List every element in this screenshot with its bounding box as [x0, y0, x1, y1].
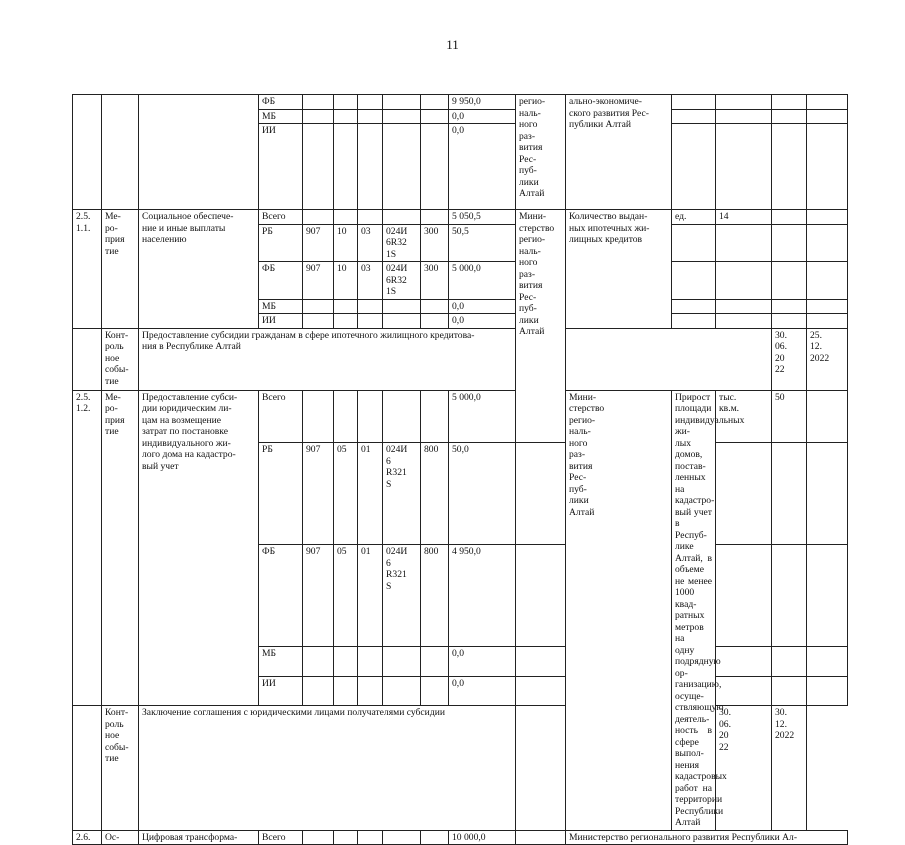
- source-cell: МБ: [259, 299, 303, 314]
- source-cell: ФБ: [259, 262, 303, 300]
- sum-cell: 0,0: [449, 647, 516, 677]
- source-cell: РБ: [259, 443, 303, 545]
- grbs-cell: 907: [303, 224, 334, 262]
- sum-cell: 4 950,0: [449, 545, 516, 647]
- source-cell: Всего: [259, 210, 303, 225]
- table-row: [73, 328, 848, 390]
- source-cell: Всего: [259, 390, 303, 443]
- source-cell: РБ: [259, 224, 303, 262]
- date-cell: 30. 06. 20 22: [772, 328, 807, 390]
- csr-cell: 024И 6 R321 S: [383, 545, 421, 647]
- row-number: 2.6.: [73, 830, 102, 845]
- row-title: Цифровая трансформа-: [139, 830, 259, 845]
- source-cell: МБ: [259, 109, 303, 124]
- indicator-cell: ально-экономиче- ского развития Рес- публики Алтай: [566, 95, 672, 210]
- row-kind: Конт- роль ное собы- тие: [102, 706, 139, 830]
- table-row: [73, 210, 848, 225]
- sum-cell: 10 000,0: [449, 830, 516, 845]
- date-cell: 30. 12. 2022: [772, 706, 807, 830]
- row-kind: Ос-: [102, 830, 139, 845]
- table-row: [73, 706, 848, 830]
- pr-cell: 03: [358, 262, 383, 300]
- row-title: Предоставление субси- дии юридическим ли- цам на возмещение затрат по постановке индивидуального жи- лого дома на кадастро- вый учет: [139, 390, 259, 706]
- empty-cell: [516, 706, 672, 830]
- empty-cell: [73, 95, 102, 210]
- unit-cell: ед.: [672, 210, 716, 225]
- source-cell: ФБ: [259, 545, 303, 647]
- pr-cell: 03: [358, 224, 383, 262]
- row-number: 2.5. 1.2.: [73, 390, 102, 706]
- source-cell: МБ: [259, 647, 303, 677]
- vr-cell: 300: [421, 224, 449, 262]
- source-cell: Всего: [259, 830, 303, 845]
- date-cell: 30. 06. 20 22: [716, 706, 772, 830]
- rz-cell: 10: [334, 224, 358, 262]
- executor-line: Министерство регионального развития Республики Ал-: [566, 830, 848, 845]
- date-cell: 25. 12. 2022: [807, 328, 848, 390]
- sum-cell: 0,0: [449, 124, 516, 210]
- csr-cell: 024И 6 R321 S: [383, 443, 421, 545]
- indicator-cell: Прирост площади индивидуальных жи- лых домов, постав- ленных на кадастро- вый учет в Респуб- лике Алтай, в объеме не менее 1000 квад- ратных метров на одну подрядную ор- ганизацию, осуще- ствляющую деятель- ность в сфере выпол- нения кадастровых работ на территории Республики Алтай: [672, 390, 716, 830]
- sum-cell: 0,0: [449, 676, 516, 706]
- indicator-cell: Количество выдан- ных ипотечных жи- лищных кредитов: [566, 210, 672, 329]
- executor-cell: Мини- стерство регио- наль- ного раз- вития Рес- пуб- лики Алтай: [566, 390, 672, 830]
- sum-cell: 50,0: [449, 443, 516, 545]
- value-cell: 50: [772, 390, 807, 443]
- rz-cell: 05: [334, 545, 358, 647]
- vr-cell: 800: [421, 545, 449, 647]
- sum-cell: 5 000,0: [449, 390, 516, 443]
- grbs-cell: 907: [303, 545, 334, 647]
- rz-cell: 05: [334, 443, 358, 545]
- control-point-text: Заключение соглашения с юридическими лицами получателями субсидии: [139, 706, 516, 830]
- value-cell: 14: [716, 210, 772, 225]
- empty-cell: [73, 328, 102, 390]
- empty-cell: [102, 95, 139, 210]
- source-cell: ФБ: [259, 95, 303, 110]
- row-kind: Ме- ро- прия тие: [102, 210, 139, 329]
- row-number: 2.5. 1.1.: [73, 210, 102, 329]
- empty-cell: [566, 328, 772, 390]
- sum-cell: 5 000,0: [449, 262, 516, 300]
- page-number: 11: [446, 37, 459, 52]
- grbs-cell: 907: [303, 443, 334, 545]
- unit-cell: тыс. кв.м.: [716, 390, 772, 443]
- sum-cell: 50,5: [449, 224, 516, 262]
- source-cell: ИИ: [259, 124, 303, 210]
- budget-table: [72, 94, 848, 845]
- source-cell: ИИ: [259, 676, 303, 706]
- rz-cell: 10: [334, 262, 358, 300]
- sum-cell: 0,0: [449, 109, 516, 124]
- control-point-text: Предоставление субсидии гражданам в сфере ипотечного жилищного кредитова- ния в Республике Алтай: [139, 328, 566, 390]
- sum-cell: 0,0: [449, 314, 516, 329]
- sum-cell: 9 950,0: [449, 95, 516, 110]
- sum-cell: 5 050,5: [449, 210, 516, 225]
- vr-cell: 800: [421, 443, 449, 545]
- empty-cell: [139, 95, 259, 210]
- source-cell: ИИ: [259, 314, 303, 329]
- pr-cell: 01: [358, 443, 383, 545]
- grbs-cell: 907: [303, 262, 334, 300]
- empty-cell: [73, 706, 102, 830]
- row-title: Социальное обеспече- ние и иные выплаты населению: [139, 210, 259, 329]
- table-row: [73, 830, 848, 845]
- csr-cell: 024И 6R32 1S: [383, 224, 421, 262]
- executor-cell: регио- наль- ного раз- вития Рес- пуб- лики Алтай: [516, 95, 566, 210]
- executor-cell: Мини- стерство регио- наль- ного раз- вития Рес- пуб- лики Алтай: [516, 210, 566, 443]
- sum-cell: 0,0: [449, 299, 516, 314]
- row-kind: Конт- роль ное собы- тие: [102, 328, 139, 390]
- vr-cell: 300: [421, 262, 449, 300]
- pr-cell: 01: [358, 545, 383, 647]
- table-row: [73, 390, 848, 443]
- row-kind: Ме- ро- прия тие: [102, 390, 139, 706]
- table-row: [73, 95, 848, 110]
- csr-cell: 024И 6R32 1S: [383, 262, 421, 300]
